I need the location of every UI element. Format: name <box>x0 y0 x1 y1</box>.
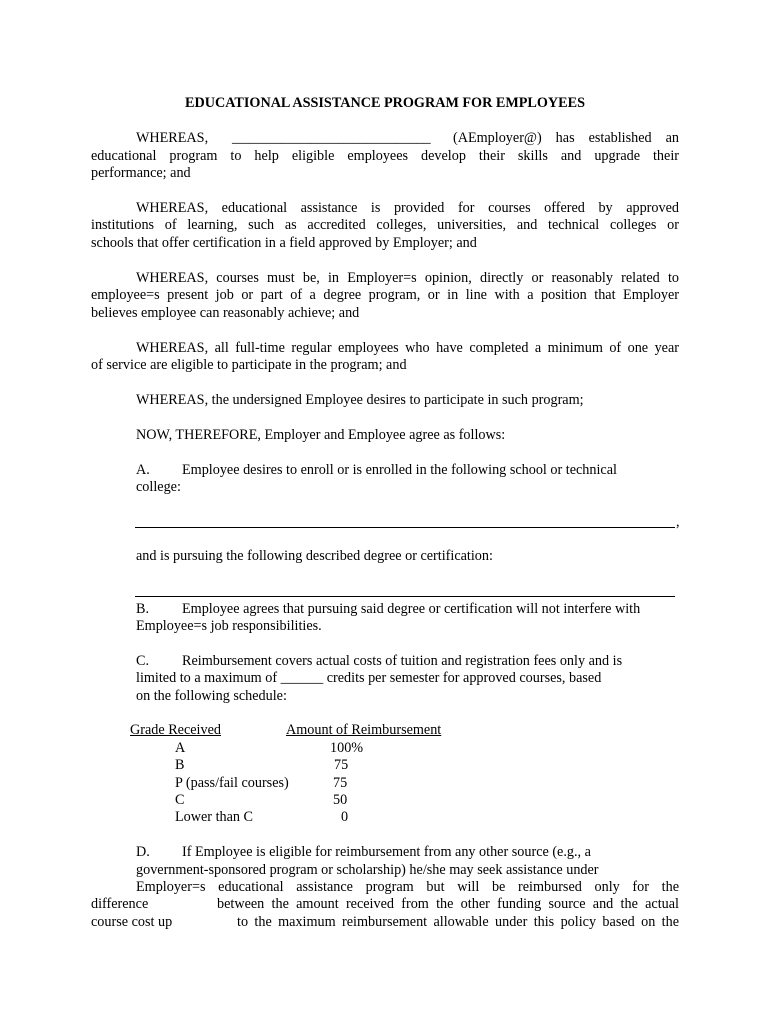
clause-d-line4a: difference <box>91 896 149 912</box>
schedule-row-grade: P (pass/fail courses) <box>175 775 289 791</box>
whereas2-line1: WHEREAS, educational assistance is provided for courses offered by approved <box>136 200 679 216</box>
schedule-row-grade: Lower than C <box>175 809 254 825</box>
clause-d-line4b: between the amount received from the other funding source and the actual <box>217 896 679 912</box>
clause-d-line3: Employer=s educational assistance program but will be reimbursed only for the <box>136 879 679 895</box>
schedule-row-amount: 0 <box>341 809 349 825</box>
clause-c-line1: Reimbursement covers actual costs of tuition and registration fees only and is <box>182 653 623 669</box>
clause-c-line3: on the following schedule: <box>136 688 287 704</box>
whereas3-line1: WHEREAS, courses must be, in Employer=s opinion, directly or reasonably related to <box>136 270 679 286</box>
whereas5: WHEREAS, the undersigned Employee desires to participate in such program; <box>136 392 584 408</box>
schedule-header-amount: Amount of Reimbursement <box>286 722 442 738</box>
schedule-row-grade: A <box>175 740 186 756</box>
clause-b-line1: Employee agrees that pursuing said degree or certification will not interfere with <box>182 601 641 617</box>
whereas1-line2: educational program to help eligible employees develop their skills and upgrade their <box>91 148 679 164</box>
schedule-row-amount: 75 <box>334 757 349 773</box>
schedule-header-grade: Grade Received <box>130 722 221 738</box>
clause-d-letter: D. <box>136 844 150 860</box>
whereas3-line2: employee=s present job or part of a degree program, or in line with a position that Employer <box>91 287 679 303</box>
schedule-row-grade: B <box>175 757 185 773</box>
clause-a-line2: college: <box>136 479 181 495</box>
whereas3-line3: believes employee can reasonably achieve; and <box>91 305 360 321</box>
whereas4-line1: WHEREAS, all full-time regular employees who have completed a minimum of one year <box>136 340 679 356</box>
school-name-line[interactable] <box>135 527 675 528</box>
clause-c-letter: C. <box>136 653 150 669</box>
whereas2-line3: schools that offer certification in a field approved by Employer; and <box>91 235 477 251</box>
degree-certification-line[interactable] <box>135 596 675 597</box>
whereas1-line3: performance; and <box>91 165 191 181</box>
whereas1-rest: (AEmployer@) has established an <box>453 130 679 146</box>
whereas4-line2: of service are eligible to participate in the program; and <box>91 357 407 373</box>
clause-d-line2: government-sponsored program or scholarship) he/she may seek assistance under <box>136 862 599 878</box>
schedule-row-amount: 100% <box>330 740 364 756</box>
clause-b-line2: Employee=s job responsibilities. <box>136 618 322 634</box>
clause-d-line1: If Employee is eligible for reimbursement from any other source (e.g., a <box>182 844 591 860</box>
clause-d-line5b: to the maximum reimbursement allowable under this policy based on the <box>237 914 679 930</box>
employer-name-blank: ____________________________ <box>232 130 431 146</box>
now-therefore: NOW, THEREFORE, Employer and Employee agree as follows: <box>136 427 506 443</box>
schedule-row-amount: 50 <box>333 792 348 808</box>
whereas1-lead: WHEREAS, <box>136 130 209 146</box>
clause-a-comma: , <box>676 514 680 530</box>
clause-a-line1: Employee desires to enroll or is enrolled in the following school or technical <box>182 462 617 478</box>
schedule-row-amount: 75 <box>333 775 348 791</box>
clause-c-line2: limited to a maximum of ______ credits per semester for approved courses, based <box>136 670 602 686</box>
clause-d-line5a: course cost up <box>91 914 173 930</box>
document-title: EDUCATIONAL ASSISTANCE PROGRAM FOR EMPLOYEES <box>185 95 585 111</box>
clause-a-letter: A. <box>136 462 150 478</box>
clause-b-letter: B. <box>136 601 150 617</box>
clause-a-pursuing: and is pursuing the following described degree or certification: <box>136 548 493 564</box>
schedule-row-grade: C <box>175 792 185 808</box>
whereas2-line2: institutions of learning, such as accredited colleges, universities, and technical colleges or <box>91 217 679 233</box>
